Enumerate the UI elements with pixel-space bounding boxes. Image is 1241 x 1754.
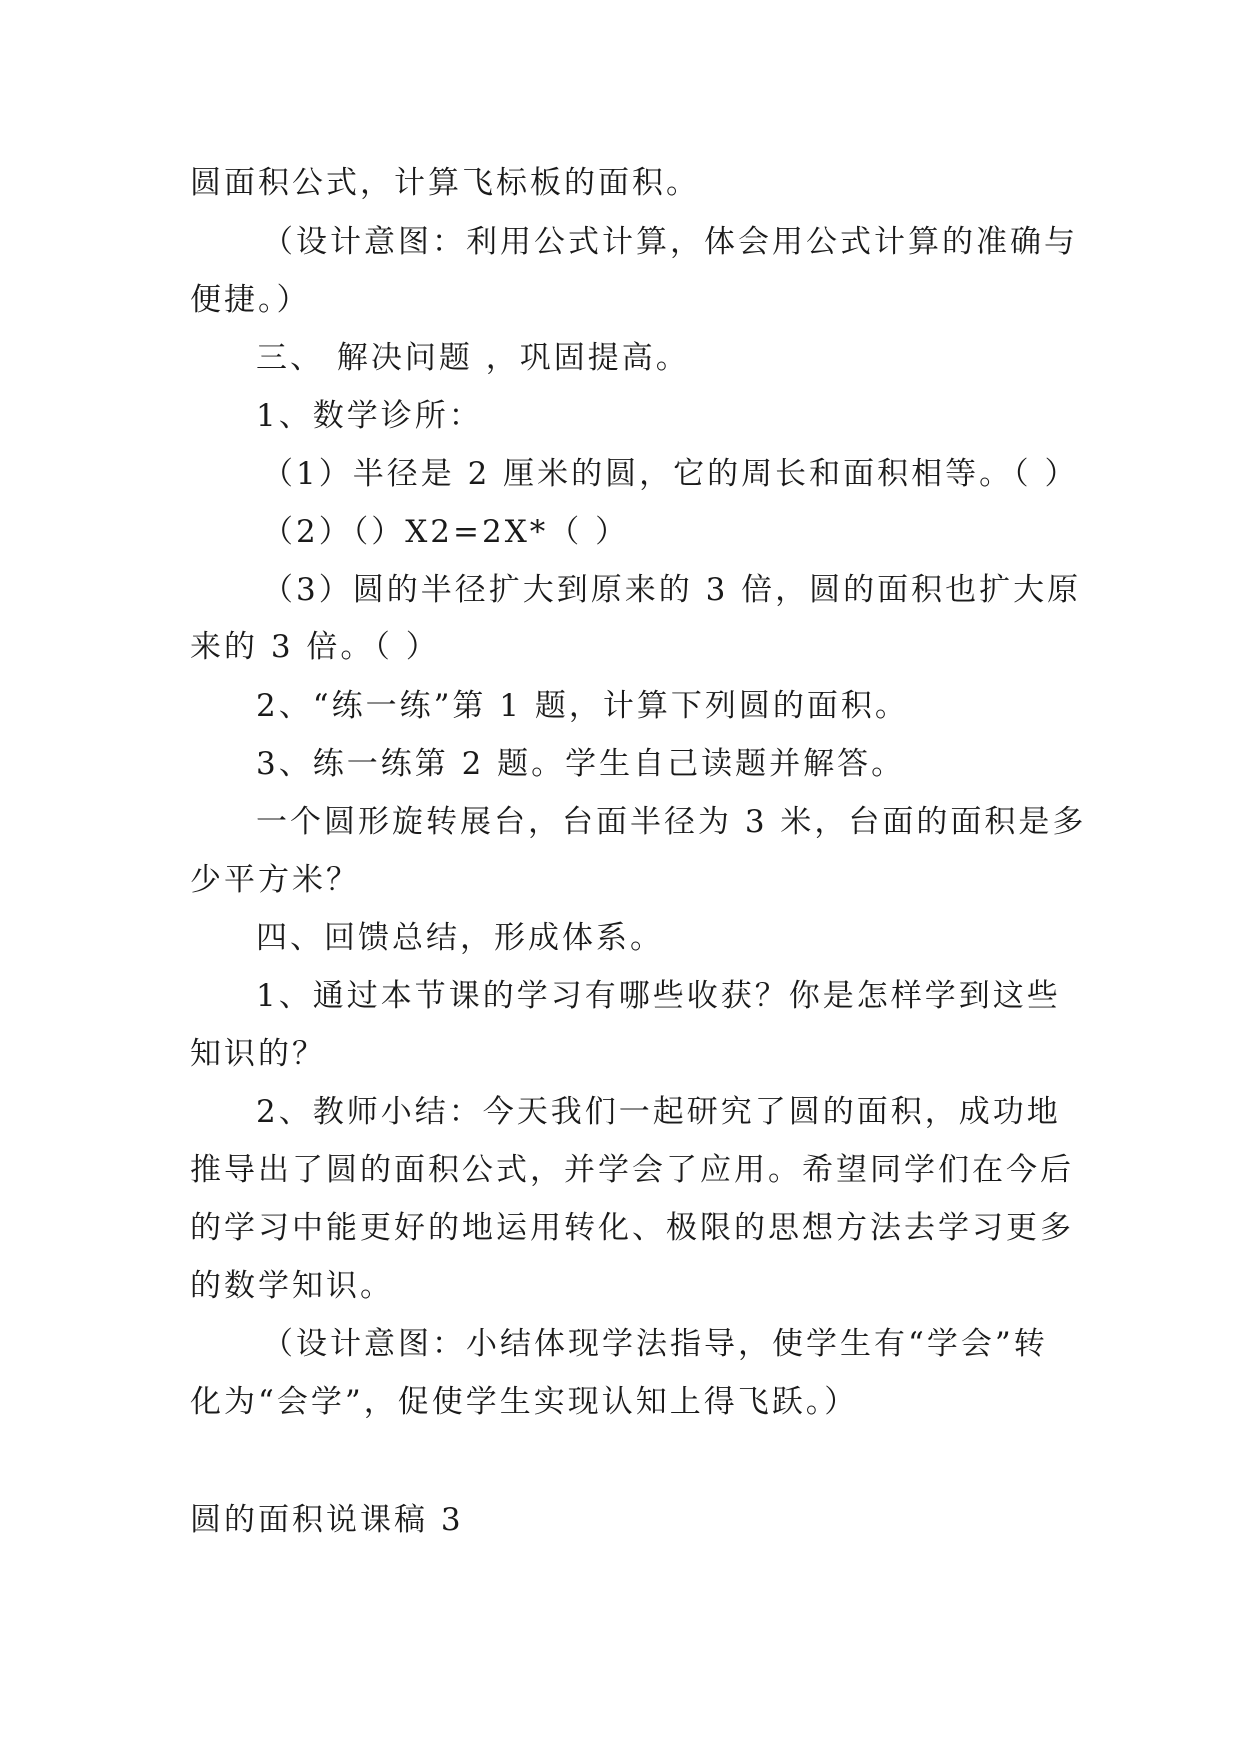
text-line: 圆面积公式，计算飞标板的面积。 xyxy=(190,165,700,201)
question-item: （2）（）X2=2X*（ ） xyxy=(262,514,630,550)
text-line: 1、数学诊所： xyxy=(256,398,483,434)
section-heading: 四、回馈总结，形成体系。 xyxy=(256,920,664,956)
text-line: 3、练一练第 2 题。学生自己读题并解答。 xyxy=(256,746,906,782)
text-line: 的学习中能更好的地运用转化、极限的思想方法去学习更多 xyxy=(190,1210,1074,1246)
text-line: 化为“会学”，促使学生实现认知上得飞跃。） xyxy=(190,1384,859,1420)
text-line: 知识的？ xyxy=(190,1036,326,1072)
question-item: （1）半径是 2 厘米的圆，它的周长和面积相等。（ ） xyxy=(262,456,1079,492)
section-heading: 三、 解决问题 ，巩固提高。 xyxy=(256,340,690,376)
text-line: 2、教师小结：今天我们一起研究了圆的面积，成功地 xyxy=(256,1094,1061,1130)
document-title: 圆的面积说课稿 3 xyxy=(190,1502,464,1538)
text-line: 1、通过本节课的学习有哪些收获？你是怎样学到这些 xyxy=(256,978,1061,1014)
text-line: 少平方米？ xyxy=(190,862,360,898)
text-line: 来的 3 倍。（ ） xyxy=(190,629,440,665)
text-line: （设计意图：小结体现学法指导，使学生有“学会”转 xyxy=(262,1326,1048,1362)
question-item: （3）圆的半径扩大到原来的 3 倍，圆的面积也扩大原 xyxy=(262,572,1082,608)
text-line: 2、“练一练”第 1 题，计算下列圆的面积。 xyxy=(256,688,909,724)
text-line: 的数学知识。 xyxy=(190,1268,394,1304)
text-line: 推导出了圆的面积公式，并学会了应用。希望同学们在今后 xyxy=(190,1152,1074,1188)
text-line: 便捷。） xyxy=(190,282,311,318)
text-line: 一个圆形旋转展台，台面半径为 3 米，台面的面积是多 xyxy=(256,804,1087,840)
text-line: （设计意图：利用公式计算，体会用公式计算的准确与 xyxy=(262,224,1078,260)
